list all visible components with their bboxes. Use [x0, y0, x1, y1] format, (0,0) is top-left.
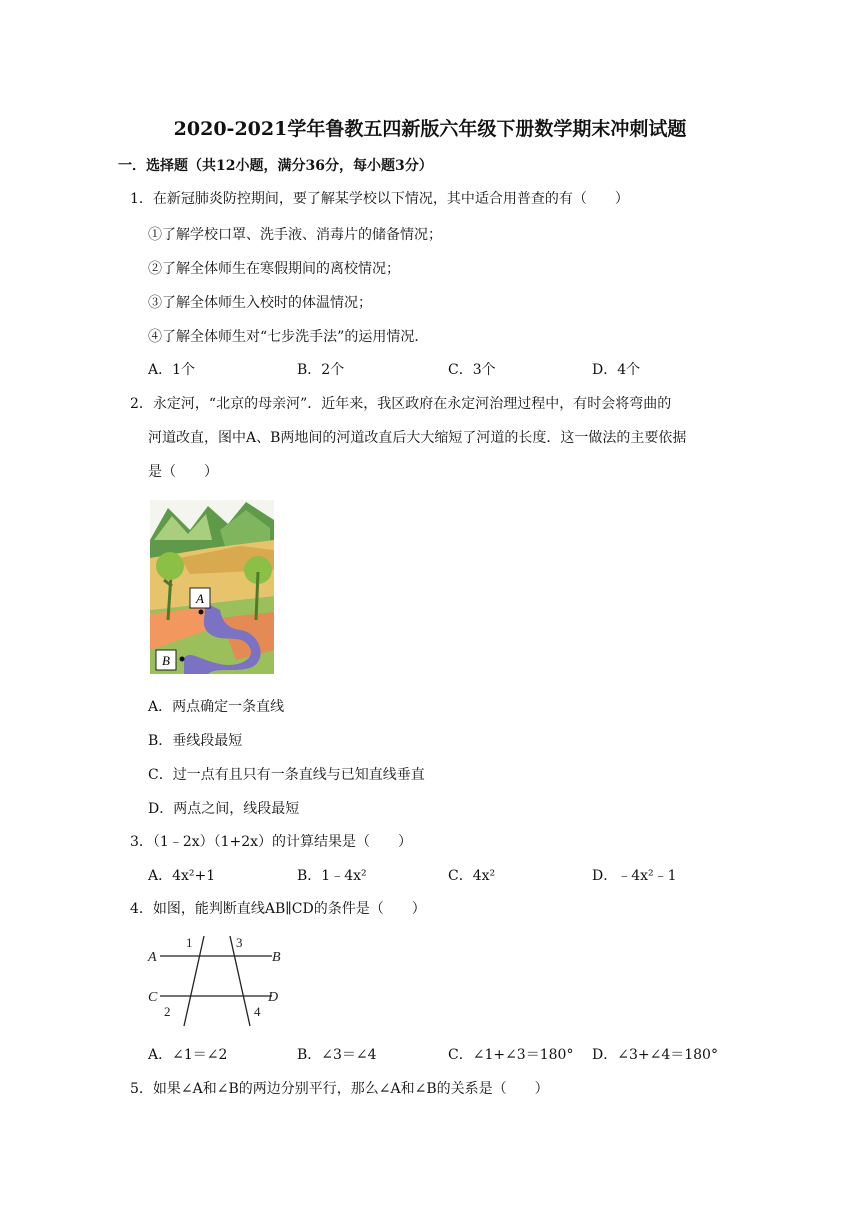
question-5-stem: 5．如果∠A和∠B的两边分别平行，那么∠A和∠B的关系是（ ）	[130, 1081, 549, 1097]
option-d: D．4个	[592, 362, 641, 378]
option-a: A．两点确定一条直线	[148, 699, 285, 715]
river-illustration	[150, 500, 274, 674]
question-4-stem: 4．如图，能判断直线AB∥CD的条件是（ ）	[130, 901, 426, 917]
option-a: A．1个	[148, 362, 196, 378]
question-2-stem: 是（ ）	[148, 464, 218, 480]
point-a-label: A	[196, 591, 204, 606]
option-a: A．∠1＝∠2	[148, 1047, 228, 1063]
option-b: B．1﹣4x²	[297, 868, 367, 884]
option-c: C．4x²	[448, 868, 496, 884]
question-2-stem: 2．永定河，“北京的母亲河”．近年来，我区政府在永定河治理过程中，有时会将弯曲的	[130, 396, 672, 412]
question-2-stem: 河道改直，图中A、B两地间的河道改直后大大缩短了河道的长度．这一做法的主要依据	[148, 430, 687, 446]
option-c: C．∠1+∠3＝180°	[448, 1047, 574, 1063]
question-1-item: ③了解全体师生入校时的体温情况；	[148, 295, 372, 311]
option-c: C．过一点有且只有一条直线与已知直线垂直	[148, 767, 425, 783]
label-c: C	[148, 990, 158, 1005]
option-c: C．3个	[448, 362, 496, 378]
label-d: D	[268, 990, 279, 1005]
point-b-label: B	[162, 653, 170, 668]
question-1-item: ②了解全体师生在寒假期间的离校情况；	[148, 261, 400, 277]
option-d: D．﹣4x²﹣1	[592, 868, 677, 884]
parallel-lines-figure	[146, 932, 286, 1030]
question-1-item: ④了解全体师生对“七步洗手法”的运用情况．	[148, 329, 429, 345]
option-d: D．两点之间，线段最短	[148, 801, 300, 817]
angle-3-label: 3	[236, 935, 243, 950]
label-b: B	[272, 950, 281, 965]
question-1-item: ①了解学校口罩、洗手液、消毒片的储备情况；	[148, 227, 442, 243]
option-b: B．2个	[297, 362, 345, 378]
label-a: A	[148, 950, 157, 965]
option-b: B．垂线段最短	[148, 733, 243, 749]
option-b: B．∠3＝∠4	[297, 1047, 377, 1063]
section-heading: 一．选择题（共12小题，满分36分，每小题3分）	[118, 158, 433, 174]
angle-4-label: 4	[254, 1004, 261, 1019]
option-d: D．∠3+∠4＝180°	[592, 1047, 718, 1063]
option-a: A．4x²+1	[148, 868, 216, 884]
page-title: 2020-2021学年鲁教五四新版六年级下册数学期末冲刺试题	[173, 118, 687, 140]
angle-2-label: 2	[164, 1004, 171, 1019]
question-3-stem: 3．（1﹣2x）（1+2x）的计算结果是（ ）	[130, 834, 413, 850]
angle-1-label: 1	[186, 935, 193, 950]
question-1-stem: 1．在新冠肺炎防控期间，要了解某学校以下情况，其中适合用普查的有（ ）	[130, 191, 629, 207]
